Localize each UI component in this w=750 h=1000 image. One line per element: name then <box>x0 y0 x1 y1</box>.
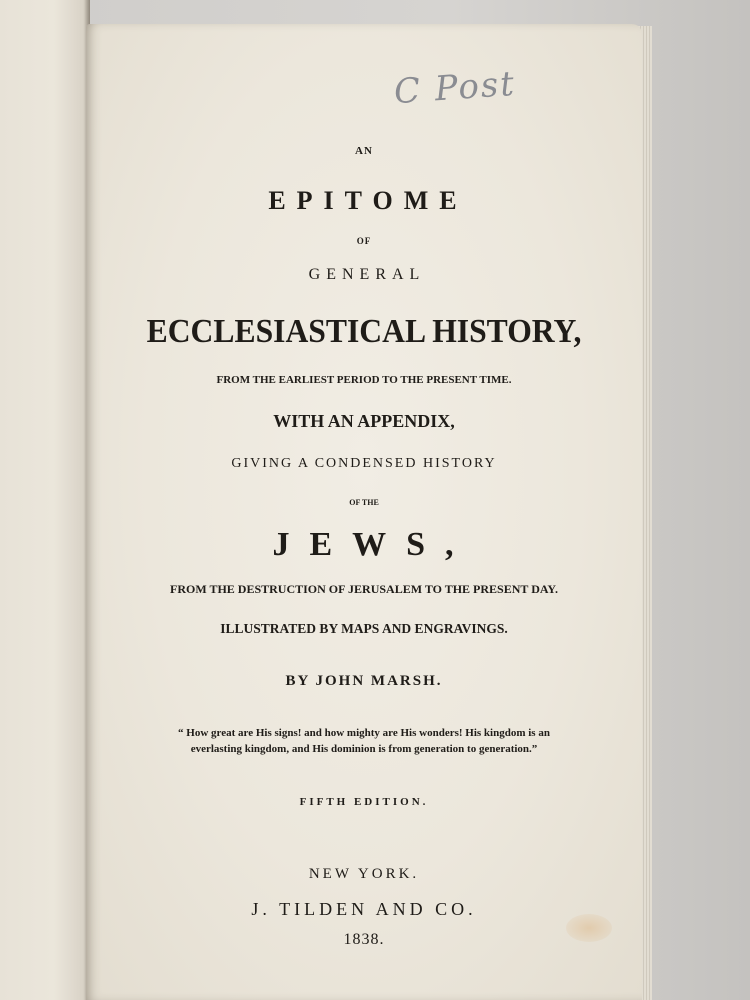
epigraph-line-2: everlasting kingdom, and His dominion is from generation to generation.” <box>190 743 538 755</box>
destruction-line: FROM THE DESTRUCTION OF JERUSALEM TO THE PRESENT DAY. <box>170 582 558 596</box>
period-subtitle: FROM THE EARLIEST PERIOD TO THE PRESENT TIME. <box>216 374 512 386</box>
year-line: 1838. <box>343 931 385 948</box>
word-jews: JEWS, <box>272 526 474 563</box>
word-an: AN <box>355 145 373 157</box>
publisher-line: J. TILDEN AND CO. <box>251 899 477 919</box>
left-facing-page <box>0 0 90 1000</box>
main-title: ECCLESIASTICAL HISTORY, <box>146 313 582 350</box>
author-line: BY JOHN MARSH. <box>285 673 443 689</box>
of-the-line: OF THE <box>349 498 379 507</box>
word-epitome: EPITOME <box>268 186 468 215</box>
word-general: GENERAL <box>308 266 426 283</box>
illustrated-line: ILLUSTRATED BY MAPS AND ENGRAVINGS. <box>220 621 508 636</box>
edition-line: FIFTH EDITION. <box>299 796 429 808</box>
word-of: OF <box>356 236 372 246</box>
condensed-history-line: GIVING A CONDENSED HISTORY <box>231 456 497 471</box>
title-page <box>86 24 642 1000</box>
handwritten-signature: C Post <box>392 63 518 113</box>
city-line: NEW YORK. <box>308 866 420 882</box>
epigraph-line-1: “ How great are His signs! and how mighty are His wonders! His kingdom is an <box>178 727 550 739</box>
appendix-line: WITH AN APPENDIX, <box>273 411 455 431</box>
